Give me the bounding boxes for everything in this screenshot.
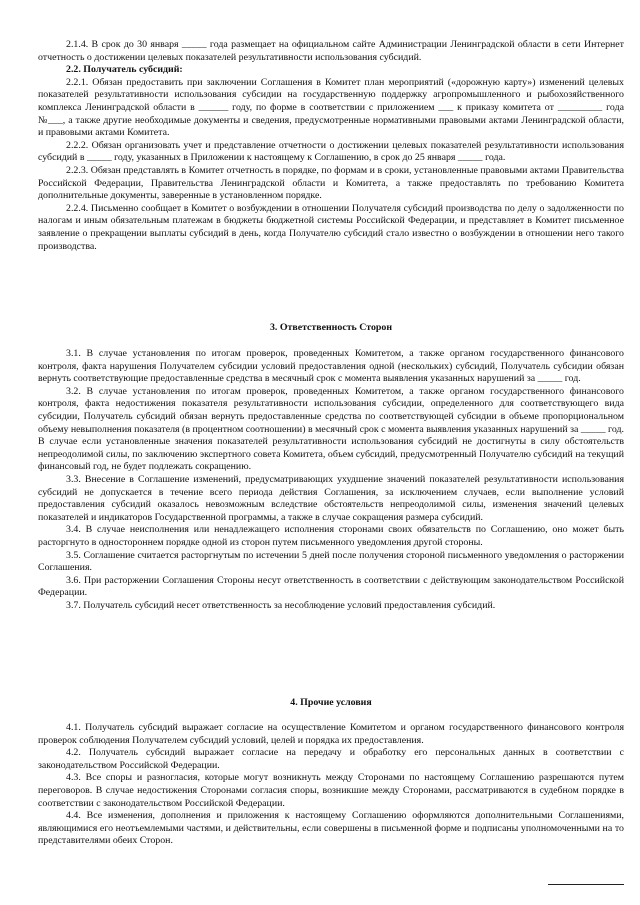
footer-rule bbox=[548, 884, 624, 885]
clause-2-2-3: 2.2.3. Обязан представлять в Комитет отчетность в порядке, по формам и в сроки, установленные правовыми актами Правительства Российской Федерации, Правительства Ленинградской области и Комитета, а также предоставлять по требованию Комитета дополнительные документы, заверенные в установленном порядке. bbox=[38, 164, 624, 202]
clause-3-1: 3.1. В случае установления по итогам проверок, проведенных Комитетом, а также органом государственного финансового контроля, факта нарушения Получателем субсидии условий предоставления одной (нескольких) субсидий, Получатель субсидии обязан вернуть соответствующие предоставленные средства в месячный срок с момента выявления указанных нарушений за _____ год. bbox=[38, 348, 624, 385]
clause-3-6: 3.6. При расторжении Соглашения Стороны несут ответственность в соответствии с действующим законодательством Российской Федерации. bbox=[38, 574, 624, 599]
section-4-heading: 4. Прочие условия bbox=[290, 697, 372, 708]
clause-4-3: 4.3. Все споры и разногласия, которые могут возникнуть между Сторонами по настоящему Соглашению разрешаются путем переговоров. В случае недостижения Сторонами согласия споры, возникшие между Сторонами, рассматриваются в судебном порядке в соответствии с законодательством Российской Федерации. bbox=[38, 772, 624, 809]
clause-3-4: 3.4. В случае неисполнения или ненадлежащего исполнения сторонами своих обязательств по Соглашению, оно может быть расторгнуто в одностороннем порядке одной из сторон путем письменного уведомления другой стороны. bbox=[38, 524, 624, 548]
clause-4-1: 4.1. Получатель субсидий выражает согласие на осуществление Комитетом и органом государственного финансового контроля проверок соблюдения Получателем субсидий условий, целей и порядка их предоставления. bbox=[38, 722, 624, 746]
subsection-2-2-title: 2.2. Получатель субсидий: bbox=[66, 64, 183, 76]
clause-2-2-1: 2.2.1. Обязан предоставить при заключении Соглашения в Комитет план мероприятий («дорожную карту») изменений целевых показателей результативности использования субсидии на государственную поддержку агропромышленного и рыбохозяйственного комплекса Ленинградской области в ______ году, по форме в соответствии с приложением ___ к приказу комитета от _________ года №___, а также другие необходимые документы и сведения, предусмотренные нормативными правовыми актами Ленинградской области, и правовыми актами Комитета. bbox=[38, 76, 624, 139]
clause-4-2: 4.2. Получатель субсидий выражает согласие на передачу и обработку его персональных данных в соответствии с законодательством Российской Федерации. bbox=[38, 747, 624, 771]
clause-2-2-4: 2.2.4. Письменно сообщает в Комитет о возбуждении в отношении Получателя субсидий производства по делу о задолженности по налогам и иным обязательным платежам в бюджеты бюджетной системы Российской Федерации, и представляет в Комитет письменное заявление о прекращении выплаты субсидий в день, когда Получателю субсидий стало известно о возбуждении в отношении него такого производства. bbox=[38, 202, 624, 252]
clause-4-4: 4.4. Все изменения, дополнения и приложения к настоящему Соглашению оформляются дополнительными Соглашениями, являющимися его неотъемлемыми частями, и действительны, если совершены в письменной форме и подписаны уполномоченными на то представителями обеих Сторон. bbox=[38, 810, 624, 847]
clause-3-7: 3.7. Получатель субсидий несет ответственность за несоблюдение условий предоставления субсидий. bbox=[66, 599, 496, 611]
clause-2-1-4: 2.1.4. В срок до 30 января _____ года размещает на официальном сайте Администрации Ленинградской области в сети Интернет отчетность о достижении целевых показателей результативности использования субсидий. bbox=[38, 39, 624, 63]
section-2-continued bbox=[38, 39, 624, 253]
section-3-body bbox=[38, 348, 624, 612]
clause-2-2-2: 2.2.2. Обязан организовать учет и представление отчетности о достижении целевых показателей результативности использования субсидий в _____ году, указанных в Приложении к настоящему к Соглашению, в срок до 25 января _____ года. bbox=[38, 139, 624, 164]
clause-3-2: 3.2. В случае установления по итогам проверок, проведенных Комитетом, а также органом государственного финансового контроля, факта недостижения показателя результативности использования субсидии, определенного для соответствующего вида субсидии, Получатель субсидий обязан вернуть предоставленные средства по соответствующей субсидии в объеме пропорциональном объему невыполнения показателя (в процентном соотношении) в месячный срок с момента выявления указанных нарушений за _____ год. В случае если установленные значения показателей результативности использования субсидий не достигнуты в силу обстоятельств непреодолимой силы, по заключению экспертного совета Комитета, объем субсидий, предусмотренный Получателю субсидий на текущий финансовый год, не будет подлежать сокращению. bbox=[38, 385, 624, 473]
section-3-heading: 3. Ответственность Сторон bbox=[269, 322, 393, 333]
section-4-body bbox=[38, 722, 624, 848]
clause-3-5: 3.5. Соглашение считается расторгнутым по истечении 5 дней после получения стороной письменного уведомления о расторжении Соглашения. bbox=[38, 549, 624, 574]
clause-3-3: 3.3. Внесение в Соглашение изменений, предусматривающих ухудшение значений показателей результативности использования субсидий не допускается в течение всего периода действия Соглашения, за исключением случаев, если выполнение условий предоставления субсидий оказалось невозможным вследствие обстоятельств непреодолимой силы, изменения значений целевых показателей и индикаторов Государственной программы, а также в случае сокращения размера субсидий. bbox=[38, 473, 624, 523]
